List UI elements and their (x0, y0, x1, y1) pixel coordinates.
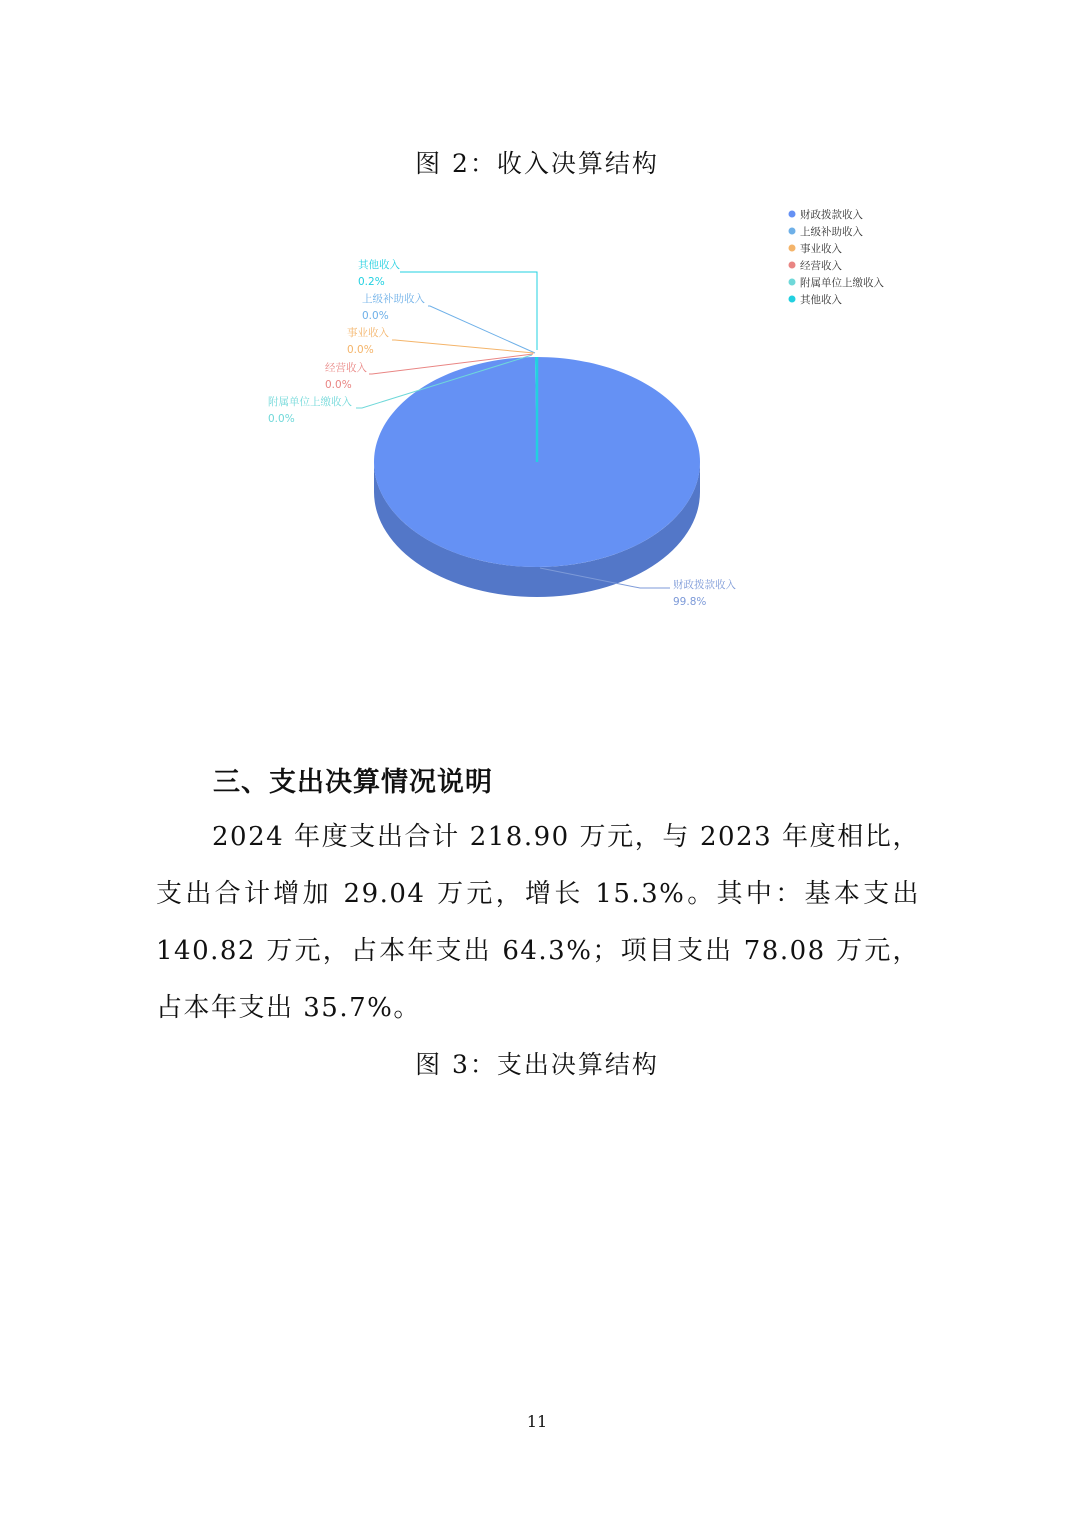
income-pie-chart (0, 195, 1074, 625)
legend-item-5: 其他收入 (800, 294, 842, 306)
legend-dot-3 (789, 262, 796, 269)
legend-dot-2 (789, 245, 796, 252)
slice-label-2: 事业收入 (347, 327, 389, 339)
callout-line-2 (392, 340, 534, 353)
slice-label-3: 经营收入 (325, 362, 367, 374)
legend-dot-4 (789, 279, 796, 286)
callout-line-5 (400, 272, 537, 350)
page-number: 11 (526, 1412, 548, 1431)
slice-value-label-3: 0.0% (325, 379, 352, 391)
legend-item-0: 财政拨款收入 (800, 209, 863, 221)
section-heading: 三、支出决算情况说明 (213, 767, 493, 798)
legend-item-3: 经营收入 (800, 260, 842, 272)
legend-item-2: 事业收入 (800, 243, 842, 255)
legend-dot-1 (789, 228, 796, 235)
legend-dot-0 (789, 211, 796, 218)
slice-value-label-2: 0.0% (347, 344, 374, 356)
callout-line-1 (428, 306, 535, 353)
figure-3-caption: 图 3：支出决算结构 (415, 1050, 659, 1079)
slice-label-0: 财政拨款收入 (673, 579, 736, 591)
expenditure-paragraph: 2024 年度支出合计 218.90 万元，与 2023 年度相比，支出合计增加 29.04 万元，增长 15.3%。其中：基本支出 140.82 万元，占本年支出 64.3%；项目支出 78.08 万元，占本年支出 35.7%。 (156, 822, 920, 1023)
legend-item-1: 上级补助收入 (800, 226, 863, 238)
slice-value-label-4: 0.0% (268, 413, 295, 425)
slice-label-4: 附属单位上缴收入 (268, 396, 352, 408)
figure-2-caption: 图 2：收入决算结构 (415, 149, 659, 178)
slice-value-label-1: 0.0% (362, 310, 389, 322)
slice-value-label-5: 0.2% (358, 276, 385, 288)
slice-label-5: 其他收入 (358, 259, 400, 271)
slice-label-1: 上级补助收入 (362, 293, 425, 305)
legend-dot-5 (789, 296, 796, 303)
slice-value-label-0: 99.8% (673, 596, 707, 608)
legend-item-4: 附属单位上缴收入 (800, 277, 884, 289)
